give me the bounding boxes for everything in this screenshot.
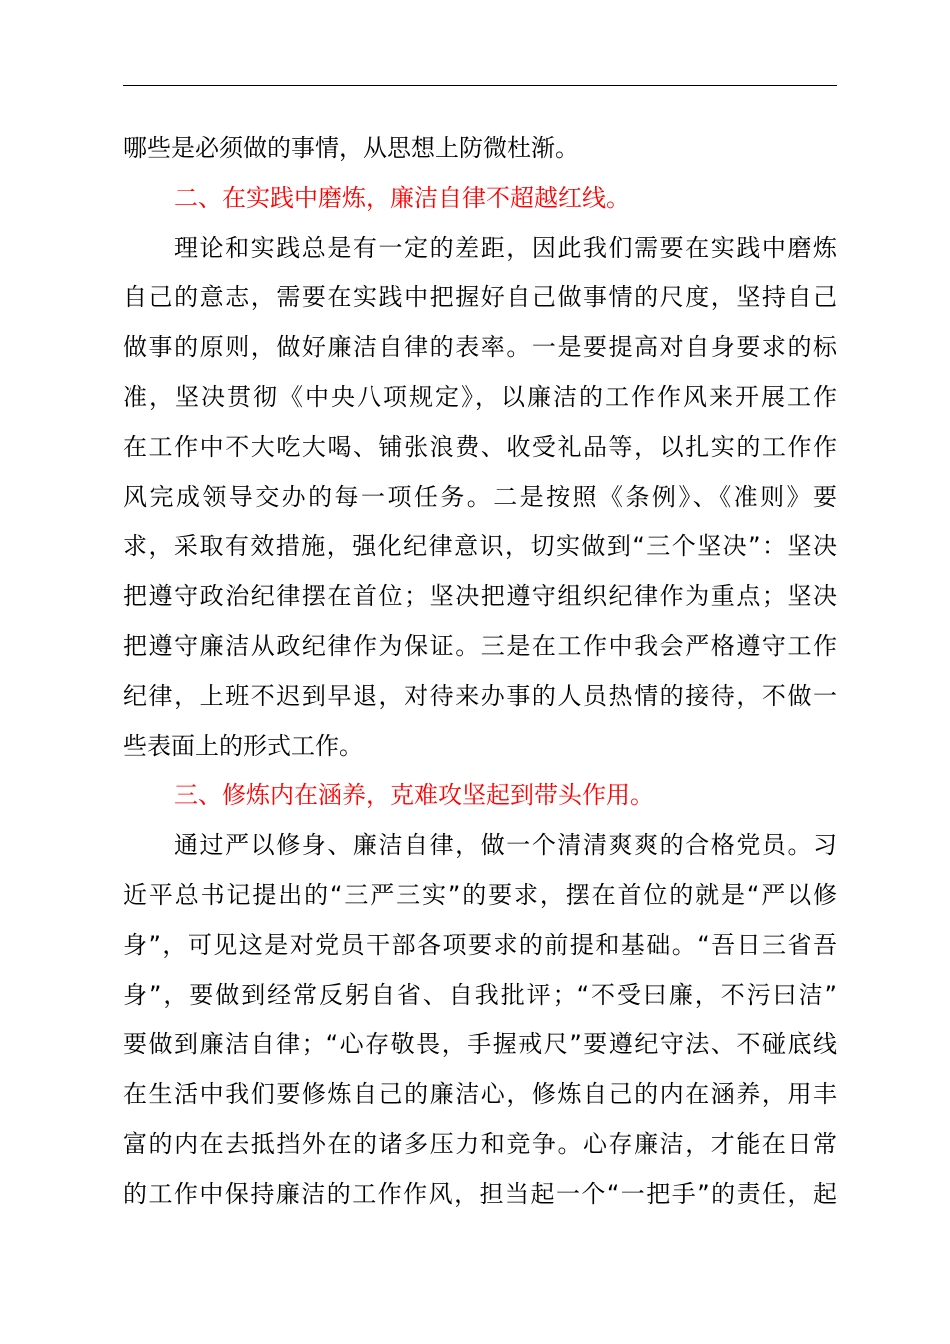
paragraph-3-line-8: 的工作中保持廉洁的工作作风，担当起一个“一把手”的责任，起 (123, 1179, 837, 1208)
paragraph-2-line-8: 把遵守政治纪律摆在首位；坚决把遵守组织纪律作为重点；坚决 (123, 582, 837, 611)
paragraph-2-line-5: 在工作中不大吃大喝、铺张浪费、收受礼品等，以扎实的工作作 (123, 432, 837, 461)
paragraph-3-line-7: 富的内在去抵挡外在的诸多压力和竞争。心存廉洁，才能在日常 (123, 1129, 837, 1158)
section-heading-2: 二、在实践中磨炼，廉洁自律不超越红线。 (174, 183, 630, 212)
paragraph-2-line-10: 纪律，上班不迟到早退，对待来办事的人员热情的接待，不做一 (123, 681, 837, 710)
paragraph-3-line-3: 身”，可见这是对党员干部各项要求的前提和基础。“吾日三省吾 (123, 930, 837, 959)
paragraph-2-line-3: 做事的原则，做好廉洁自律的表率。一是要提高对自身要求的标 (123, 333, 837, 362)
paragraph-2-line-7: 求，采取有效措施，强化纪律意识，切实做到“三个坚决”：坚决 (123, 532, 837, 561)
paragraph-2-line-1: 理论和实践总是有一定的差距，因此我们需要在实践中磨炼 (174, 233, 837, 262)
paragraph-2-line-4: 准，坚决贯彻《中央八项规定》，以廉洁的工作作风来开展工作 (123, 382, 837, 411)
paragraph-3-line-1: 通过严以修身、廉洁自律，做一个清清爽爽的合格党员。习 (174, 831, 837, 860)
header-rule (123, 85, 837, 86)
section-heading-3: 三、修炼内在涵养，克难攻坚起到带头作用。 (174, 781, 654, 810)
paragraph-2-line-11: 些表面上的形式工作。 (123, 731, 363, 760)
paragraph-3-line-6: 在生活中我们要修炼自己的廉洁心，修炼自己的内在涵养，用丰 (123, 1080, 837, 1109)
paragraph-1-line-1: 哪些是必须做的事情，从思想上防微杜渐。 (123, 134, 579, 162)
document-body (123, 124, 837, 1220)
paragraph-2-line-6: 风完成领导交办的每一项任务。二是按照《条例》、《准则》要 (123, 482, 837, 511)
paragraph-3-line-2: 近平总书记提出的“三严三实”的要求，摆在首位的就是“严以修 (123, 880, 837, 909)
paragraph-3-line-5: 要做到廉洁自律；“心存敬畏，手握戒尺”要遵纪守法、不碰底线 (123, 1030, 837, 1059)
paragraph-2-line-9: 把遵守廉洁从政纪律作为保证。三是在工作中我会严格遵守工作 (123, 631, 837, 660)
paragraph-2-line-2: 自己的意志，需要在实践中把握好自己做事情的尺度，坚持自己 (123, 283, 837, 312)
paragraph-3-line-4: 身”，要做到经常反躬自省、自我批评；“不受曰廉，不污曰洁” (123, 980, 837, 1009)
